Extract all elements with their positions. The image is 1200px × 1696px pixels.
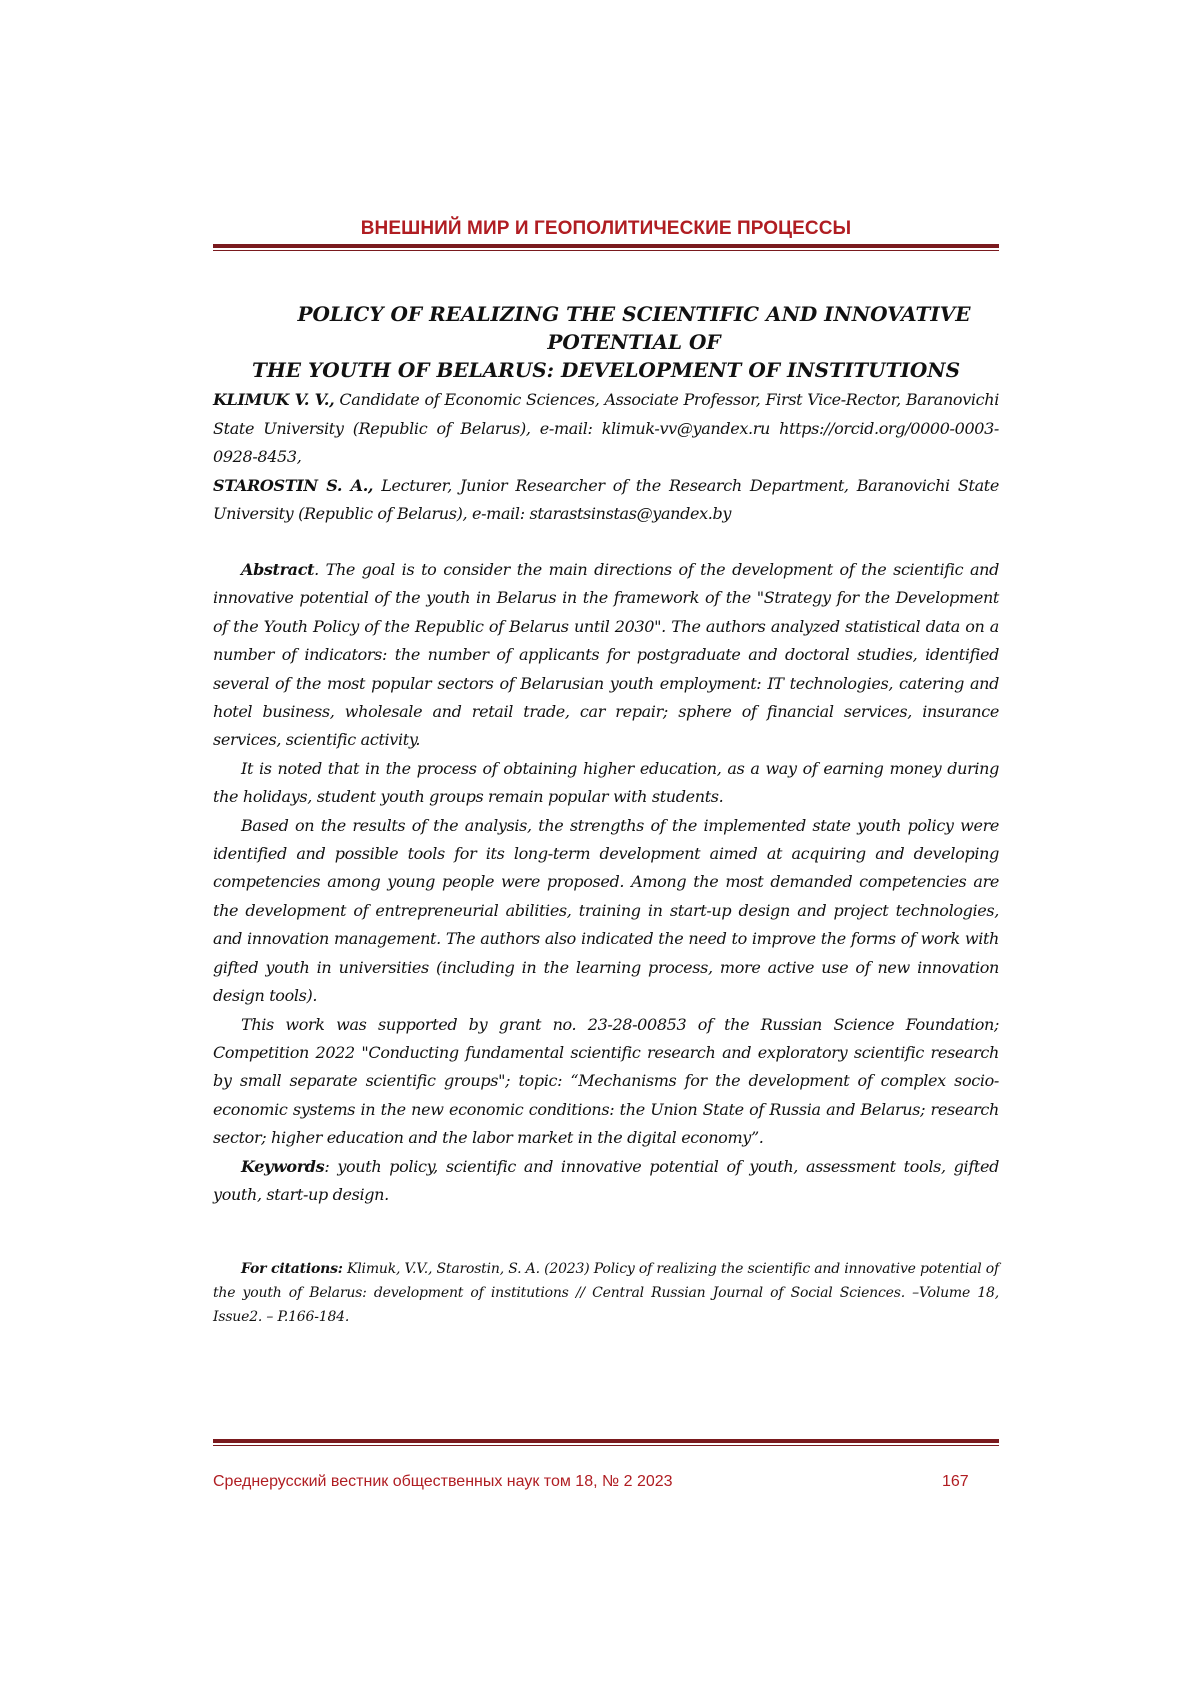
footer-journal-name: Среднерусский вестник общественных наук том 18, № 2 2023 — [213, 1473, 673, 1490]
citation-block — [213, 1257, 999, 1329]
article-title-line-2: THE YOUTH OF BELARUS: DEVELOPMENT OF INSTITUTIONS — [251, 358, 961, 382]
author-entry — [213, 472, 999, 529]
citation-text: Klimuk, V.V., Starostin, S. A. (2023) Policy of realizing the scientific and innovative potential of the youth of Belarus: development of institutions // Central Russian Journal of Social Sciences. –Volume 18, Issue2. – P.166-184. — [213, 1261, 999, 1325]
author-details: Candidate of Economic Sciences, Associate Professor, First Vice-Rector, Baranovichi State University (Republic of Belarus), e-mail: klimuk-vv@yandex.ru https://orcid.org/0000-0003-0928-8453, — [213, 390, 1000, 466]
abstract-paragraph: It is noted that in the process of obtaining higher education, as a way of earning money during the holidays, student youth groups remain popular with students. — [213, 758, 999, 807]
author-details: Lecturer, Junior Researcher of the Research Department, Baranovichi State University (Republic of Belarus), e-mail: starastsinstas@yandex.by — [213, 475, 999, 523]
article-title — [213, 300, 999, 384]
abstract-section — [213, 556, 999, 1209]
author-name: KLIMUK V. V., — [213, 390, 335, 409]
footer-divider — [213, 1439, 999, 1446]
keywords-text: : youth policy, scientific and innovative potential of youth, assessment tools, gifted youth, start-up design. — [213, 1156, 999, 1204]
author-list — [213, 386, 999, 529]
citation-label: For citations: — [241, 1261, 343, 1277]
abstract-label: Abstract — [241, 560, 315, 579]
keywords-label: Keywords — [241, 1156, 325, 1176]
abstract-paragraph: Abstract. The goal is to consider the main directions of the development of the scientific and innovative potential of the youth in Belarus in the framework of the "Strategy for the Development of the Youth Policy of the Republic of Belarus until 2030". The authors analyzed statistical data on a number of indicators: the number of applicants for postgraduate and doctoral studies, identified several of the most popular sectors of Belarusian youth employment: IT technologies, catering and hotel business, wholesale and retail trade, car repair; sphere of financial services, insurance services, scientific activity. — [213, 560, 999, 750]
abstract-paragraph: Based on the results of the analysis, the strengths of the implemented state youth policy were identified and possible tools for its long-term development aimed at acquiring and developing competencies among young people were proposed. Among the most demanded competencies are the development of entrepreneurial abilities, training in start-up design and project technologies, and innovation management. The authors also indicated the need to improve the forms of work with gifted youth in universities (including in the learning process, more active use of new innovation design tools). — [213, 815, 999, 1006]
section-title: ВНЕШНИЙ МИР И ГЕОПОЛИТИЧЕСКИЕ ПРОЦЕССЫ — [360, 218, 852, 239]
article-title-line-1: POLICY OF REALIZING THE SCIENTIFIC AND INNOVATIVE POTENTIAL OF — [297, 302, 971, 354]
funding-paragraph: This work was supported by grant no. 23-28-00853 of the Russian Science Foundation; Competition 2022 "Conducting fundamental scientific research and exploratory scientific research by small separate scientific groups"; topic: “Mechanisms for the development of complex socio-economic systems in the new economic conditions: the Union State of Russia and Belarus; research sector; higher education and the labor market in the digital economy”. — [213, 1014, 999, 1148]
author-name: STAROSTIN S. A., — [213, 475, 374, 495]
author-entry — [213, 386, 999, 472]
header-divider — [213, 244, 999, 251]
page-number: 167 — [942, 1473, 969, 1490]
keywords-paragraph — [213, 1153, 999, 1210]
